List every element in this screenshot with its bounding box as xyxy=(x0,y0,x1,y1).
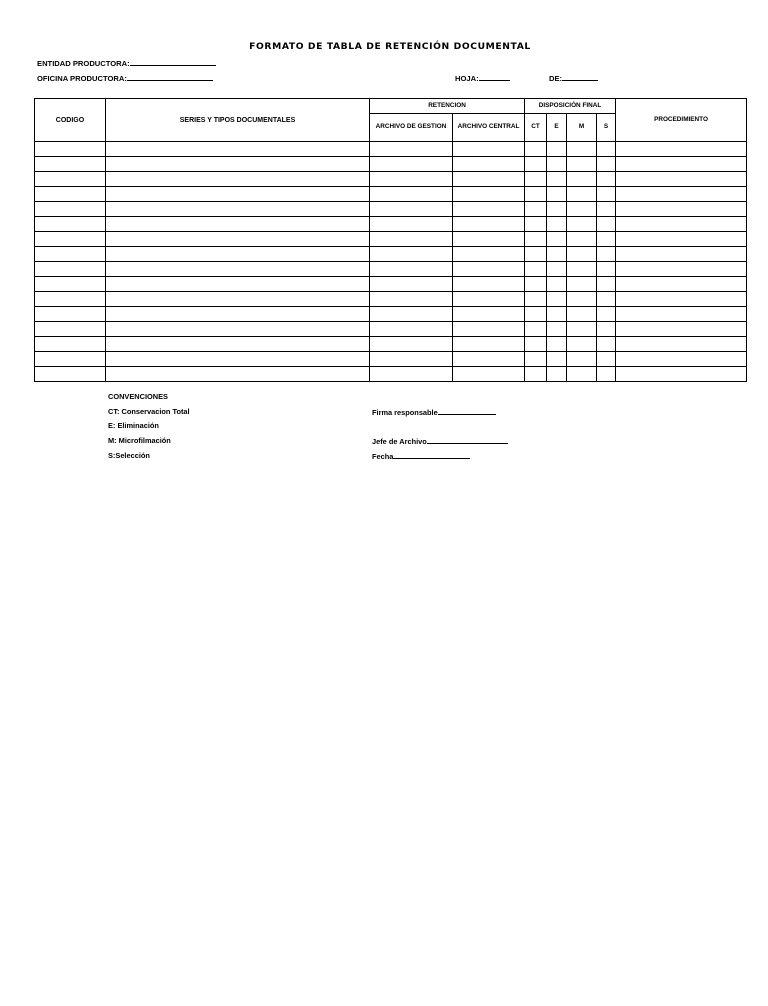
cell-archivo-central[interactable] xyxy=(453,307,525,322)
cell-series[interactable] xyxy=(106,337,370,352)
cell-archivo-central[interactable] xyxy=(453,187,525,202)
cell-archivo-gestion[interactable] xyxy=(370,262,453,277)
col-archivo-gestion-header: ARCHIVO DE GESTION xyxy=(370,114,453,142)
cell-series[interactable] xyxy=(106,157,370,172)
cell-ct[interactable] xyxy=(525,262,547,277)
cell-archivo-central[interactable] xyxy=(453,352,525,367)
cell-e[interactable] xyxy=(547,262,567,277)
col-ct-header: CT xyxy=(525,114,547,142)
table-row xyxy=(35,262,747,277)
cell-procedimiento[interactable] xyxy=(616,187,747,202)
col-m-header: M xyxy=(567,114,597,142)
cell-m[interactable] xyxy=(567,232,597,247)
de-blank[interactable] xyxy=(562,73,598,81)
table-row xyxy=(35,277,747,292)
cell-e[interactable] xyxy=(547,247,567,262)
cell-procedimiento[interactable] xyxy=(616,247,747,262)
cell-procedimiento[interactable] xyxy=(616,277,747,292)
cell-series[interactable] xyxy=(106,232,370,247)
cell-ct[interactable] xyxy=(525,157,547,172)
table-row xyxy=(35,247,747,262)
cell-ct[interactable] xyxy=(525,307,547,322)
cell-e[interactable] xyxy=(547,277,567,292)
entidad-productora-label: ENTIDAD PRODUCTORA: xyxy=(37,59,130,68)
cell-series[interactable] xyxy=(106,202,370,217)
cell-ct[interactable] xyxy=(525,202,547,217)
cell-series[interactable] xyxy=(106,172,370,187)
cell-e[interactable] xyxy=(547,307,567,322)
cell-m[interactable] xyxy=(567,187,597,202)
cell-m[interactable] xyxy=(567,202,597,217)
cell-series[interactable] xyxy=(106,322,370,337)
cell-archivo-central[interactable] xyxy=(453,367,525,382)
cell-ct[interactable] xyxy=(525,277,547,292)
hoja-label: HOJA: xyxy=(455,74,479,83)
cell-ct[interactable] xyxy=(525,367,547,382)
cell-s[interactable] xyxy=(597,307,616,322)
de-field[interactable] xyxy=(549,73,598,83)
cell-archivo-central[interactable] xyxy=(453,322,525,337)
de-label: DE: xyxy=(549,74,563,83)
cell-procedimiento[interactable] xyxy=(616,307,747,322)
cell-ct[interactable] xyxy=(525,142,547,157)
hoja-blank[interactable] xyxy=(479,73,510,81)
cell-s[interactable] xyxy=(597,217,616,232)
cell-archivo-gestion[interactable] xyxy=(370,142,453,157)
cell-procedimiento[interactable] xyxy=(616,337,747,352)
convention-s: S:Selección xyxy=(108,451,150,460)
cell-m[interactable] xyxy=(567,217,597,232)
cell-archivo-central[interactable] xyxy=(453,217,525,232)
cell-codigo[interactable] xyxy=(35,322,106,337)
fecha-field[interactable] xyxy=(372,451,470,461)
cell-e[interactable] xyxy=(547,217,567,232)
cell-archivo-gestion[interactable] xyxy=(370,217,453,232)
convention-m: M: Microfilmación xyxy=(108,436,171,445)
cell-m[interactable] xyxy=(567,337,597,352)
cell-archivo-gestion[interactable] xyxy=(370,202,453,217)
cell-archivo-gestion[interactable] xyxy=(370,172,453,187)
cell-m[interactable] xyxy=(567,262,597,277)
cell-m[interactable] xyxy=(567,157,597,172)
hoja-field[interactable] xyxy=(455,73,510,83)
cell-series[interactable] xyxy=(106,142,370,157)
cell-archivo-central[interactable] xyxy=(453,232,525,247)
cell-archivo-central[interactable] xyxy=(453,202,525,217)
cell-archivo-central[interactable] xyxy=(453,247,525,262)
cell-codigo[interactable] xyxy=(35,337,106,352)
cell-archivo-gestion[interactable] xyxy=(370,292,453,307)
cell-procedimiento[interactable] xyxy=(616,352,747,367)
table-row xyxy=(35,322,747,337)
firma-responsable-field[interactable] xyxy=(372,407,496,417)
cell-e[interactable] xyxy=(547,337,567,352)
cell-m[interactable] xyxy=(567,247,597,262)
cell-archivo-central[interactable] xyxy=(453,277,525,292)
cell-archivo-gestion[interactable] xyxy=(370,352,453,367)
cell-m[interactable] xyxy=(567,172,597,187)
cell-m[interactable] xyxy=(567,307,597,322)
jefe-archivo-label: Jefe de Archivo xyxy=(372,437,427,446)
col-procedimiento-header: PROCEDIMIENTO xyxy=(616,99,747,142)
table-row xyxy=(35,202,747,217)
cell-archivo-gestion[interactable] xyxy=(370,232,453,247)
col-retencion-header: RETENCION xyxy=(370,99,525,114)
cell-s[interactable] xyxy=(597,172,616,187)
cell-m[interactable] xyxy=(567,142,597,157)
table-row xyxy=(35,367,747,382)
cell-procedimiento[interactable] xyxy=(616,322,747,337)
jefe-archivo-blank[interactable] xyxy=(427,436,508,444)
oficina-productora-label: OFICINA PRODUCTORA: xyxy=(37,74,127,83)
cell-m[interactable] xyxy=(567,367,597,382)
cell-series[interactable] xyxy=(106,247,370,262)
table-row xyxy=(35,292,747,307)
cell-e[interactable] xyxy=(547,367,567,382)
entidad-productora-field[interactable] xyxy=(37,58,216,68)
cell-e[interactable] xyxy=(547,202,567,217)
cell-s[interactable] xyxy=(597,247,616,262)
cell-codigo[interactable] xyxy=(35,262,106,277)
cell-e[interactable] xyxy=(547,232,567,247)
cell-procedimiento[interactable] xyxy=(616,232,747,247)
cell-archivo-gestion[interactable] xyxy=(370,157,453,172)
cell-codigo[interactable] xyxy=(35,292,106,307)
fecha-label: Fecha xyxy=(372,452,394,461)
cell-s[interactable] xyxy=(597,277,616,292)
cell-m[interactable] xyxy=(567,277,597,292)
table-row xyxy=(35,187,747,202)
cell-ct[interactable] xyxy=(525,232,547,247)
cell-series[interactable] xyxy=(106,187,370,202)
cell-archivo-central[interactable] xyxy=(453,337,525,352)
cell-s[interactable] xyxy=(597,157,616,172)
cell-e[interactable] xyxy=(547,187,567,202)
oficina-productora-field[interactable] xyxy=(37,73,213,83)
cell-archivo-central[interactable] xyxy=(453,172,525,187)
cell-ct[interactable] xyxy=(525,187,547,202)
table-row xyxy=(35,172,747,187)
cell-series[interactable] xyxy=(106,307,370,322)
retention-table xyxy=(34,98,747,382)
firma-responsable-blank[interactable] xyxy=(438,407,496,415)
col-e-header: E xyxy=(547,114,567,142)
cell-m[interactable] xyxy=(567,292,597,307)
cell-e[interactable] xyxy=(547,142,567,157)
cell-codigo[interactable] xyxy=(35,172,106,187)
cell-codigo[interactable] xyxy=(35,247,106,262)
cell-archivo-central[interactable] xyxy=(453,157,525,172)
cell-ct[interactable] xyxy=(525,172,547,187)
cell-procedimiento[interactable] xyxy=(616,217,747,232)
oficina-productora-blank[interactable] xyxy=(127,73,213,81)
cell-codigo[interactable] xyxy=(35,187,106,202)
cell-archivo-gestion[interactable] xyxy=(370,337,453,352)
cell-procedimiento[interactable] xyxy=(616,157,747,172)
cell-s[interactable] xyxy=(597,232,616,247)
table-row xyxy=(35,307,747,322)
cell-series[interactable] xyxy=(106,292,370,307)
cell-codigo[interactable] xyxy=(35,202,106,217)
cell-s[interactable] xyxy=(597,367,616,382)
cell-s[interactable] xyxy=(597,352,616,367)
cell-codigo[interactable] xyxy=(35,367,106,382)
cell-s[interactable] xyxy=(597,187,616,202)
cell-series[interactable] xyxy=(106,217,370,232)
col-series-header: SERIES Y TIPOS DOCUMENTALES xyxy=(106,99,370,142)
cell-archivo-gestion[interactable] xyxy=(370,247,453,262)
cell-codigo[interactable] xyxy=(35,277,106,292)
cell-ct[interactable] xyxy=(525,352,547,367)
cell-s[interactable] xyxy=(597,202,616,217)
cell-ct[interactable] xyxy=(525,322,547,337)
table-row xyxy=(35,352,747,367)
cell-m[interactable] xyxy=(567,322,597,337)
cell-archivo-central[interactable] xyxy=(453,142,525,157)
cell-archivo-central[interactable] xyxy=(453,292,525,307)
table-row xyxy=(35,232,747,247)
convention-e: E: Eliminación xyxy=(108,421,159,430)
cell-ct[interactable] xyxy=(525,217,547,232)
cell-s[interactable] xyxy=(597,142,616,157)
col-archivo-central-header: ARCHIVO CENTRAL xyxy=(453,114,525,142)
cell-series[interactable] xyxy=(106,352,370,367)
cell-archivo-gestion[interactable] xyxy=(370,277,453,292)
table-row xyxy=(35,157,747,172)
cell-series[interactable] xyxy=(106,367,370,382)
cell-ct[interactable] xyxy=(525,247,547,262)
cell-ct[interactable] xyxy=(525,292,547,307)
cell-s[interactable] xyxy=(597,292,616,307)
entidad-productora-blank[interactable] xyxy=(130,58,216,66)
cell-procedimiento[interactable] xyxy=(616,262,747,277)
cell-codigo[interactable] xyxy=(35,232,106,247)
cell-codigo[interactable] xyxy=(35,157,106,172)
cell-e[interactable] xyxy=(547,292,567,307)
convenciones-heading: CONVENCIONES xyxy=(108,392,168,401)
table-row xyxy=(35,337,747,352)
cell-s[interactable] xyxy=(597,262,616,277)
col-s-header: S xyxy=(597,114,616,142)
cell-archivo-gestion[interactable] xyxy=(370,322,453,337)
fecha-blank[interactable] xyxy=(393,451,470,459)
cell-e[interactable] xyxy=(547,322,567,337)
col-disposicion-header: DISPOSICIÓN FINAL xyxy=(525,99,616,114)
table-row xyxy=(35,217,747,232)
cell-codigo[interactable] xyxy=(35,142,106,157)
cell-procedimiento[interactable] xyxy=(616,292,747,307)
cell-e[interactable] xyxy=(547,352,567,367)
cell-codigo[interactable] xyxy=(35,217,106,232)
cell-procedimiento[interactable] xyxy=(616,367,747,382)
col-codigo-header: CODIGO xyxy=(35,99,106,142)
cell-archivo-central[interactable] xyxy=(453,262,525,277)
cell-procedimiento[interactable] xyxy=(616,172,747,187)
cell-s[interactable] xyxy=(597,337,616,352)
cell-ct[interactable] xyxy=(525,337,547,352)
firma-responsable-label: Firma responsable xyxy=(372,408,438,417)
document-title: FORMATO DE TABLA DE RETENCIÓN DOCUMENTAL xyxy=(249,41,531,52)
cell-series[interactable] xyxy=(106,262,370,277)
cell-e[interactable] xyxy=(547,172,567,187)
cell-m[interactable] xyxy=(567,352,597,367)
cell-archivo-gestion[interactable] xyxy=(370,187,453,202)
cell-series[interactable] xyxy=(106,277,370,292)
table-body xyxy=(35,142,747,382)
cell-e[interactable] xyxy=(547,157,567,172)
cell-archivo-gestion[interactable] xyxy=(370,367,453,382)
table-row xyxy=(35,142,747,157)
cell-s[interactable] xyxy=(597,322,616,337)
cell-codigo[interactable] xyxy=(35,307,106,322)
cell-procedimiento[interactable] xyxy=(616,142,747,157)
cell-codigo[interactable] xyxy=(35,352,106,367)
cell-procedimiento[interactable] xyxy=(616,202,747,217)
cell-archivo-gestion[interactable] xyxy=(370,307,453,322)
convention-ct: CT: Conservacion Total xyxy=(108,407,190,416)
jefe-archivo-field[interactable] xyxy=(372,436,508,446)
